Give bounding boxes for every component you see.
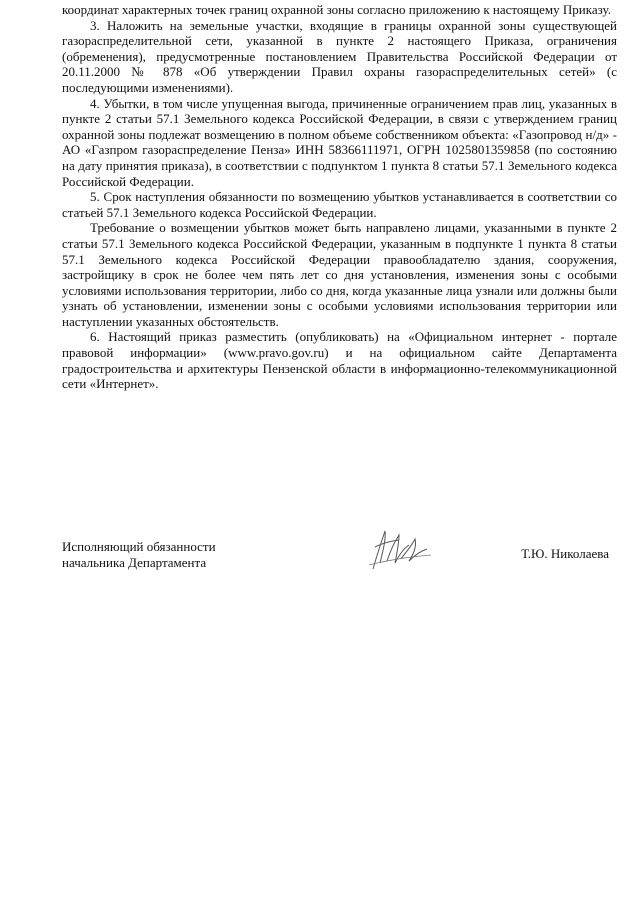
document-body	[62, 2, 617, 392]
paragraph-continuation: координат характерных точек границ охранной зоны согласно приложению к настоящему Приказу.	[62, 2, 611, 17]
paragraph-compensation-request: Требование о возмещении убытков может быть направлено лицами, указанными в пункте 2 статьи 57.1 Земельного кодекса Российской Федерации, указанным в подпункте 1 пункта 8 статьи 57.1 Земельного кодекса Российской Федерации правообладателю здания, сооружения, застройщику в срок не более чем пять лет со дня установления, изменения зоны с особыми условиями использования территории, либо со дня, когда указанные лица узнали или должны были узнать об установлении, изменении зоны с особыми условиями использования территории или наступлении указанных обстоятельств.	[62, 220, 617, 329]
signatory-role-line-1: Исполняющий обязанности	[62, 539, 216, 554]
paragraph-item-3: 3. Наложить на земельные участки, входящие в границы охранной зоны существующей газораспределительной сети, указанной в пункте 2 настоящего Приказа, ограничения (обременения), предусмотренные постановлением Правительства Российской Федерации от 20.11.2000 № 878 «Об утверждении Правил охраны газораспределительных сетей» (с последующими изменениями).	[62, 17, 617, 95]
paragraph-item-5: 5. Срок наступления обязанности по возмещению убытков устанавливается в соответствии со статьей 57.1 Земельного кодекса Российской Федерации.	[62, 189, 617, 220]
signatory-role-line-2: начальника Департамента	[62, 554, 207, 570]
paragraph-item-4: 4. Убытки, в том числе упущенная выгода, причиненные ограничением прав лиц, указанных в пункте 2 статьи 57.1 Земельного кодекса Российской Федерации, в связи с утверждением границ охранной зоны подлежат возмещению в полном объеме собственником объекта: «Газопровод н/д» - АО «Газпром газораспределение Пенза» ИНН 58366111971, ОГРН 1025801359858 (по состоянию на дату принятия приказа), в соответствии с подпунктом 1 пункта 8 статьи 57.1 Земельного кодекса Российской Федерации.	[62, 95, 617, 189]
signature-block	[62, 539, 617, 599]
signatory-role	[62, 539, 216, 570]
handwritten-signature-icon	[365, 525, 435, 575]
paragraph-item-6: 6. Настоящий приказ разместить (опубликовать) на «Официальном интернет - портале правовой информации» (www.pravo.gov.ru) и на официальном сайте Департамента градостроительства и архитектуры Пензенской области в информационно-телекоммуникационной сети «Интернет».	[62, 329, 617, 392]
signatory-name: Т.Ю. Николаева	[521, 546, 609, 561]
